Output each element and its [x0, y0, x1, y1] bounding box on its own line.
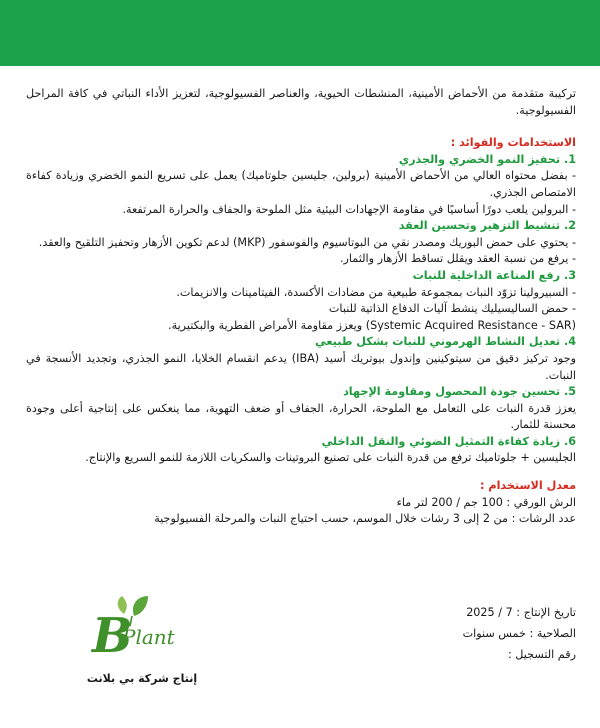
section-1-line-2: - البرولين يلعب دورًا أساسيًا في مقاومة الإجهادات البيئية مثل الملوحة والجفاف والحرارة المرتفعة. — [122, 202, 576, 216]
rate-heading: معدل الاستخدام : — [480, 479, 576, 493]
intro-text: تركيبة متقدمة من الأحماض الأمينية، المنشطات الحيوية، والعناصر الفسيولوجية، لتعزيز الأداء النباتي في كافة المراحل الفسيولوجية. — [26, 87, 576, 117]
product-info — [276, 602, 576, 665]
rate-line-2: عدد الرشات : من 2 إلى 3 رشات خلال الموسم، حسب احتياج النبات والمرحلة الفسيولوجية — [154, 512, 576, 526]
section-1-title: 1. تحفيز النمو الخضري والجذري — [398, 152, 576, 166]
section-1-line-1: - بفضل محتواه العالي من الأحماض الأمينية (برولين، جليسين جلوتاميك) يعمل على تسريع النمو الخضري وزيادة كفاءة الامتصاص الجذري. — [26, 169, 576, 199]
registration-number: رقم التسجيل : — [507, 648, 576, 661]
top-banner — [0, 0, 600, 66]
production-date: تاريخ الإنتاج : 7 / 2025 — [466, 606, 576, 619]
bplant-logo — [86, 594, 196, 664]
uses-heading: الاستخدامات والفوائد : — [450, 136, 576, 150]
svg-text:Plant: Plant — [122, 625, 175, 649]
bplant-logo-icon — [86, 594, 196, 664]
section-3-line-1: - السبيرولينا تزوّد النبات بمجموعة طبيعية من مضادات الأكسدة، الفيتامينات والانزيمات. — [176, 285, 576, 299]
section-2-line-1: - يحتوي على حمض البوريك ومصدر نقي من البوتاسيوم والفوسفور (MKP) لدعم تكوين الأزهار وتحفيز التلقيح والعقد. — [38, 235, 576, 249]
section-3-line-2: - حمض الساليسيليك ينشط آليات الدفاع الذاتية للنبات — [328, 302, 576, 316]
svg-text:B: B — [92, 608, 133, 664]
section-4-line-1: وجود تركيز دقيق من سيتوكينين وإندول بيوتريك أسيد (IBA) يدعم انقسام الخلايا، النمو الجذري، وتجديد الأنسجة في النبات. — [26, 351, 576, 382]
company-caption: إنتاج شركة بي بلانت — [86, 672, 198, 685]
section-6-title: 6. زيادة كفاءة التمثيل الضوئي والنقل الداخلي — [321, 434, 576, 448]
rate-line-1: الرش الورقي : 100 جم / 200 لتر ماء — [396, 495, 576, 509]
section-2-title: 2. تنشيط التزهير وتحسين العقد — [398, 219, 576, 233]
section-5-line-1: يعزز قدرة النبات على التعامل مع الملوحة، الحرارة، الجفاف أو ضعف التهوية، مما ينعكس على إنتاجية أعلى وجودة محسنة للثمار. — [26, 401, 576, 432]
section-5-title: 5. تحسين جودة المحصول ومقاومة الإجهاد — [343, 385, 576, 399]
section-6-line-1: الجليسين + جلوتاميك ترفع من قدرة النبات على تصنيع البروتينات والسكريات اللازمة للنمو السريع والإنتاج. — [85, 451, 576, 465]
section-3-title: 3. رفع المناعة الداخلية للنبات — [412, 268, 576, 282]
product-description — [26, 86, 576, 528]
section-3-line-3: (Systemic Acquired Resistance - SAR) ويعزز مقاومة الأمراض الفطرية والبكتيرية. — [168, 318, 576, 332]
validity: الصلاحية : خمس سنوات — [462, 627, 576, 640]
section-4-title: 4. تعديل النشاط الهرموني للنبات بشكل طبيعي — [315, 335, 576, 349]
section-2-line-2: - يرفع من نسبة العقد ويقلل تساقط الأزهار والثمار. — [339, 252, 576, 266]
